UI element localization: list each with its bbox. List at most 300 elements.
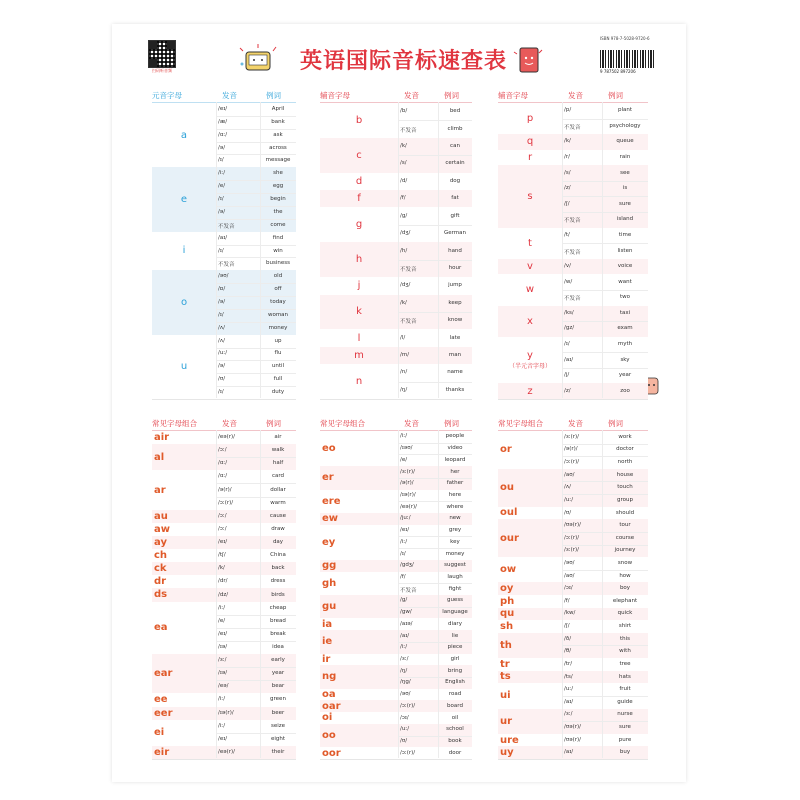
example-word: dress — [270, 578, 286, 585]
table-header — [498, 86, 648, 102]
letter-text: ay — [154, 537, 167, 548]
phonetic: /uː/ — [564, 496, 574, 503]
example-word: money — [268, 324, 288, 331]
letter-text: eer — [154, 707, 173, 719]
example-word: off — [274, 286, 282, 293]
row-divider — [398, 478, 472, 479]
example-word: half — [272, 460, 284, 467]
phonetic: /f/ — [400, 195, 406, 202]
table-header — [320, 414, 472, 430]
letter-th — [500, 633, 564, 658]
letter-f — [320, 190, 398, 207]
letter-text: o — [180, 296, 188, 308]
phonetic: /f/ — [564, 597, 570, 604]
column-header: 常见字母组合 — [320, 419, 365, 428]
phonetic: /ɔː(r)/ — [564, 459, 580, 466]
letter-text: ow — [500, 564, 517, 576]
row-divider — [216, 309, 296, 310]
letter-oor — [322, 747, 400, 759]
letter-air — [154, 431, 218, 444]
phonetic: 不发音 — [564, 218, 581, 225]
example-word: eight — [270, 735, 286, 742]
letter-ou — [500, 469, 564, 507]
letter-text: ie — [322, 636, 333, 648]
letter-qu — [500, 608, 564, 621]
example-word: journey — [614, 547, 636, 554]
table-header — [320, 86, 472, 102]
example-word: exam — [617, 325, 633, 332]
phonetic: /ɑː/ — [218, 460, 228, 467]
example-word: find — [272, 234, 284, 241]
letter-eer — [154, 707, 218, 720]
phonetic: /aɪ/ — [218, 234, 228, 241]
phonetic: /ɪ/ — [400, 550, 406, 557]
phonetic: /dʒ/ — [400, 230, 411, 237]
phonetic: /iː/ — [218, 604, 226, 611]
phonetic: 不发音 — [218, 223, 235, 230]
letter-ck — [154, 562, 218, 575]
letter-au — [154, 510, 218, 523]
phonetic: /tʃ/ — [218, 552, 226, 559]
letter-text: eo — [322, 443, 336, 455]
example-word: the — [273, 208, 283, 215]
phonetic: /eə(r)/ — [218, 434, 236, 441]
column-divider — [438, 430, 439, 758]
letter-text: v — [527, 261, 533, 273]
barcode — [600, 44, 656, 72]
phonetic: /k/ — [218, 565, 225, 572]
letter-i — [152, 232, 216, 271]
example-word: gift — [450, 212, 460, 219]
phonetic: /ŋ/ — [400, 386, 408, 393]
row-divider — [216, 193, 296, 194]
phonetic: /ɪ/ — [218, 196, 224, 203]
example-word: tour — [619, 522, 631, 529]
example-word: myth — [617, 340, 633, 347]
row-divider — [216, 245, 296, 246]
column-divider — [398, 102, 399, 398]
column-header: 例词 — [608, 91, 623, 100]
row-divider — [398, 260, 472, 261]
row-divider — [562, 444, 648, 445]
phonetic: /aɪ/ — [564, 356, 574, 363]
letter-text: e — [180, 194, 188, 206]
row-divider — [562, 721, 648, 722]
example-word: air — [274, 434, 282, 441]
example-word: laugh — [447, 573, 463, 580]
example-word: cheap — [269, 604, 287, 611]
phonetic: /ɪə/ — [218, 643, 228, 650]
phonetic: /ɜː(r)/ — [564, 433, 580, 440]
letter-text: ir — [322, 653, 331, 665]
example-word: see — [620, 169, 630, 176]
row-divider — [216, 219, 296, 220]
row-divider — [216, 641, 296, 642]
column-divider — [562, 430, 563, 758]
phonetic: /ʊə(r)/ — [564, 736, 582, 743]
letter-ea — [154, 602, 218, 654]
column-header: 发音 — [222, 91, 237, 100]
example-word: house — [616, 471, 634, 478]
row-divider — [562, 532, 648, 533]
phonetic: /ʊ/ — [400, 737, 408, 744]
example-word: people — [445, 433, 465, 440]
example-word: diary — [448, 620, 462, 627]
phonetic: /aɪ/ — [564, 698, 574, 705]
letter-z — [498, 383, 562, 399]
letter-ir — [322, 654, 400, 666]
example-word: business — [266, 260, 290, 267]
row-divider — [562, 494, 648, 495]
phonetic: /dz/ — [218, 591, 229, 598]
phonetic: /n/ — [400, 369, 408, 376]
letter-oy — [500, 582, 564, 595]
row-divider — [216, 154, 296, 155]
phonetic: /əʊ/ — [564, 559, 575, 566]
phonetic: /eə/ — [218, 683, 229, 690]
phonetic: /juː/ — [400, 515, 411, 522]
row-divider — [398, 382, 472, 383]
letter-text: qu — [500, 608, 515, 620]
example-word: man — [448, 351, 462, 358]
book-mascot-icon — [236, 42, 280, 76]
row-divider — [562, 321, 648, 322]
phonetic: /s/ — [564, 169, 571, 176]
example-word: thanks — [445, 386, 465, 393]
phonetic: /ɔː(r)/ — [564, 534, 580, 541]
example-word: ask — [273, 131, 283, 138]
letter-tr — [500, 658, 564, 671]
example-word: up — [274, 337, 282, 344]
phonetic: /iː/ — [400, 538, 408, 545]
letter-v — [498, 259, 562, 275]
letter-oul — [500, 507, 564, 520]
letter-x — [498, 306, 562, 337]
column-header: 常见字母组合 — [498, 419, 543, 428]
row-divider — [398, 677, 472, 678]
phonetic: /d/ — [400, 177, 408, 184]
column-divider — [260, 102, 261, 398]
example-word: card — [271, 473, 285, 480]
row-divider — [216, 667, 296, 668]
row-divider — [398, 548, 472, 549]
example-word: quick — [617, 610, 633, 617]
example-word: is — [622, 185, 628, 192]
letter-text: oo — [322, 730, 336, 742]
phonetic: /ð/ — [564, 635, 572, 642]
row-divider — [398, 736, 472, 737]
example-word: warm — [270, 499, 286, 506]
example-word: guess — [446, 597, 464, 604]
row-divider — [562, 290, 648, 291]
row-divider — [216, 457, 296, 458]
row-divider — [216, 360, 296, 361]
row-divider — [398, 583, 472, 584]
phonetic: /ɔː(r)/ — [218, 499, 234, 506]
phonetic: /g/ — [400, 212, 408, 219]
barcode-digits: 9 787502 897206 — [600, 69, 636, 74]
letter-text: ere — [322, 495, 341, 507]
letter-text: c — [356, 149, 362, 161]
letter-ay — [154, 536, 218, 549]
column-header: 元音字母 — [152, 91, 182, 100]
column-header: 发音 — [568, 419, 583, 428]
example-word: leopard — [444, 456, 466, 463]
phonetic: /eɪ/ — [218, 539, 228, 546]
example-word: late — [449, 334, 461, 341]
letter-text: a — [180, 129, 188, 141]
phonetic: /ɔɪ/ — [564, 585, 573, 592]
letter-text: b — [355, 114, 363, 126]
example-word: boy — [619, 585, 631, 592]
letter-ar — [154, 470, 218, 509]
example-word: sure — [619, 200, 631, 207]
letter-text: n — [355, 376, 363, 388]
notebook-mascot-icon — [512, 44, 546, 76]
row-divider — [398, 225, 472, 226]
phonetic: /ɪə(r)/ — [218, 709, 234, 716]
phonetic: /iː/ — [400, 644, 408, 651]
letter-ts — [500, 671, 564, 684]
letter-text: oa — [322, 689, 336, 701]
example-word: birds — [271, 591, 285, 598]
row-divider — [216, 180, 296, 181]
letter-ie — [322, 630, 400, 653]
letter-b — [320, 103, 398, 138]
example-word: dollar — [270, 486, 286, 493]
example-word: year — [618, 372, 632, 379]
row-divider — [216, 386, 296, 387]
letter-t — [498, 228, 562, 259]
row-divider — [562, 570, 648, 571]
example-word: back — [271, 565, 285, 572]
example-word: should — [615, 509, 635, 516]
table-header — [152, 414, 296, 430]
letter-text: j — [357, 280, 361, 292]
panel-combos3 — [498, 414, 648, 758]
column-divider — [216, 102, 217, 398]
letter-text: sh — [500, 621, 514, 633]
panel-combos2 — [320, 414, 472, 758]
example-word: break — [270, 630, 286, 637]
example-word: certain — [445, 160, 465, 167]
example-word: bring — [447, 667, 463, 674]
letter-s — [498, 165, 562, 227]
row-divider — [216, 373, 296, 374]
phonetic: /ɪ/ — [218, 311, 224, 318]
row-divider — [216, 615, 296, 616]
letter-ph — [500, 595, 564, 608]
letter-text: ui — [500, 690, 511, 702]
example-word: school — [446, 726, 464, 733]
row-divider — [562, 212, 648, 213]
example-word: book — [448, 737, 462, 744]
example-word: egg — [272, 183, 284, 190]
example-word: German — [443, 230, 467, 237]
letter-oar — [322, 700, 400, 712]
phonetic: /s/ — [400, 160, 407, 167]
row-divider — [216, 497, 296, 498]
phonetic: /ə/ — [218, 144, 226, 151]
letter-e — [152, 167, 216, 231]
example-word: come — [270, 221, 286, 228]
example-word: jump — [448, 282, 462, 289]
example-word: seize — [270, 722, 286, 729]
column-header: 辅音字母 — [498, 91, 528, 100]
example-word: today — [270, 298, 286, 305]
phonetic: /eɪ/ — [400, 527, 410, 534]
example-word: father — [446, 480, 464, 487]
letter-text: u — [180, 361, 188, 373]
example-word: language — [442, 609, 468, 616]
example-word: fight — [448, 585, 462, 592]
example-word: sky — [620, 356, 630, 363]
example-word: walk — [271, 447, 285, 454]
example-word: here — [448, 491, 462, 498]
row-divider — [562, 456, 648, 457]
phonetic: /g/ — [400, 597, 408, 604]
phonetic: /ə(r)/ — [400, 480, 414, 487]
row-divider — [216, 322, 296, 323]
barcode-icon — [600, 50, 656, 68]
letter-text: k — [356, 306, 362, 318]
phonetic: /gz/ — [564, 325, 575, 332]
letter-g — [320, 207, 398, 242]
letter-text: air — [154, 432, 170, 444]
row-divider — [562, 196, 648, 197]
letter-aw — [154, 523, 218, 536]
example-word: psychology — [609, 122, 641, 129]
letter-text: gg — [322, 560, 337, 572]
phonetic: /ɔɪ/ — [400, 714, 409, 721]
phonetic: /ɜː(r)/ — [564, 547, 580, 554]
letter-gg — [322, 560, 400, 572]
letter-text: ei — [154, 727, 165, 739]
letter-text: s — [527, 190, 533, 202]
letter-al — [154, 444, 218, 470]
letter-text: oul — [500, 507, 518, 519]
example-word: message — [265, 157, 291, 164]
qr-code-icon[interactable] — [148, 40, 176, 68]
group-divider — [498, 399, 648, 400]
phonetic: /ks/ — [564, 309, 574, 316]
phonetic: /ɜː/ — [400, 655, 409, 662]
example-word: win — [273, 247, 283, 254]
letter-text: ck — [154, 563, 167, 575]
column-header: 发音 — [222, 419, 237, 428]
example-word: how — [619, 572, 631, 579]
letter-ew — [322, 513, 400, 525]
example-word: draw — [271, 525, 285, 532]
letter-text: ee — [154, 694, 168, 706]
phonetic: /v/ — [564, 263, 571, 270]
letter-text: our — [500, 532, 519, 544]
example-word: beer — [271, 709, 285, 716]
letter-text: oi — [322, 712, 333, 724]
letter-text: aw — [154, 523, 170, 535]
column-header: 例词 — [266, 91, 281, 100]
letter-text: eir — [154, 746, 170, 758]
row-divider — [562, 481, 648, 482]
phonetic: /m/ — [400, 351, 410, 358]
letter-text: ch — [154, 550, 168, 562]
row-divider — [562, 352, 648, 353]
example-word: until — [271, 363, 285, 370]
example-word: hand — [448, 247, 462, 254]
column-header: 辅音字母 — [320, 91, 350, 100]
example-word: sure — [619, 723, 631, 730]
letter-text: gu — [322, 601, 337, 613]
group-divider — [320, 759, 472, 760]
letter-text: ear — [154, 668, 173, 680]
example-word: taxi — [619, 309, 631, 316]
letter-text: ds — [154, 589, 168, 601]
phonetic: /ʊ/ — [564, 509, 572, 516]
isbn-text: ISBN 978-7-5028-9720-6 — [600, 36, 650, 41]
letter-ow — [500, 557, 564, 582]
example-word: fruit — [619, 686, 631, 693]
example-word: grey — [448, 527, 462, 534]
phonetic: /uː/ — [400, 726, 410, 733]
phonetic: /ə/ — [218, 363, 226, 370]
row-divider — [562, 243, 648, 244]
letter-m — [320, 347, 398, 364]
example-word: island — [616, 216, 634, 223]
example-word: full — [273, 376, 283, 383]
letter-ch — [154, 549, 218, 562]
column-divider — [260, 430, 261, 758]
phonetic: /ʌ/ — [218, 324, 225, 331]
example-word: key — [450, 538, 460, 545]
phonetic: /ʌ/ — [218, 337, 225, 344]
letter-text: au — [154, 510, 168, 522]
phonetic: 不发音 — [400, 127, 417, 134]
column-header: 例词 — [608, 419, 623, 428]
example-word: road — [448, 691, 462, 698]
letter-text: oar — [322, 700, 341, 712]
phonetic: /ʊə(r)/ — [564, 522, 582, 529]
letter-ee — [154, 693, 218, 706]
example-word: elephant — [612, 597, 638, 604]
row-divider — [562, 645, 648, 646]
phonetic: /eɪ/ — [218, 735, 228, 742]
example-word: idea — [272, 643, 284, 650]
column-header: 例词 — [266, 419, 281, 428]
row-divider — [398, 155, 472, 156]
letter-ui — [500, 683, 564, 708]
example-word: keep — [448, 299, 462, 306]
example-word: old — [273, 273, 283, 280]
letter-text: or — [500, 444, 512, 456]
phonetic: /ə(r)/ — [218, 486, 232, 493]
letter-text: r — [527, 152, 533, 164]
phonetic: /e/ — [218, 617, 226, 624]
example-word: door — [448, 749, 462, 756]
row-divider — [398, 501, 472, 502]
example-word: China — [270, 552, 286, 559]
letter-gh — [322, 572, 400, 595]
letter-c — [320, 138, 398, 173]
phonetic: 不发音 — [400, 319, 417, 326]
letter-or — [500, 431, 564, 469]
column-header: 发音 — [404, 419, 419, 428]
row-divider — [216, 733, 296, 734]
example-word: snow — [617, 559, 633, 566]
letter-n — [320, 364, 398, 399]
example-word: money — [445, 550, 465, 557]
example-word: hats — [619, 673, 631, 680]
letter-ey — [322, 525, 400, 560]
